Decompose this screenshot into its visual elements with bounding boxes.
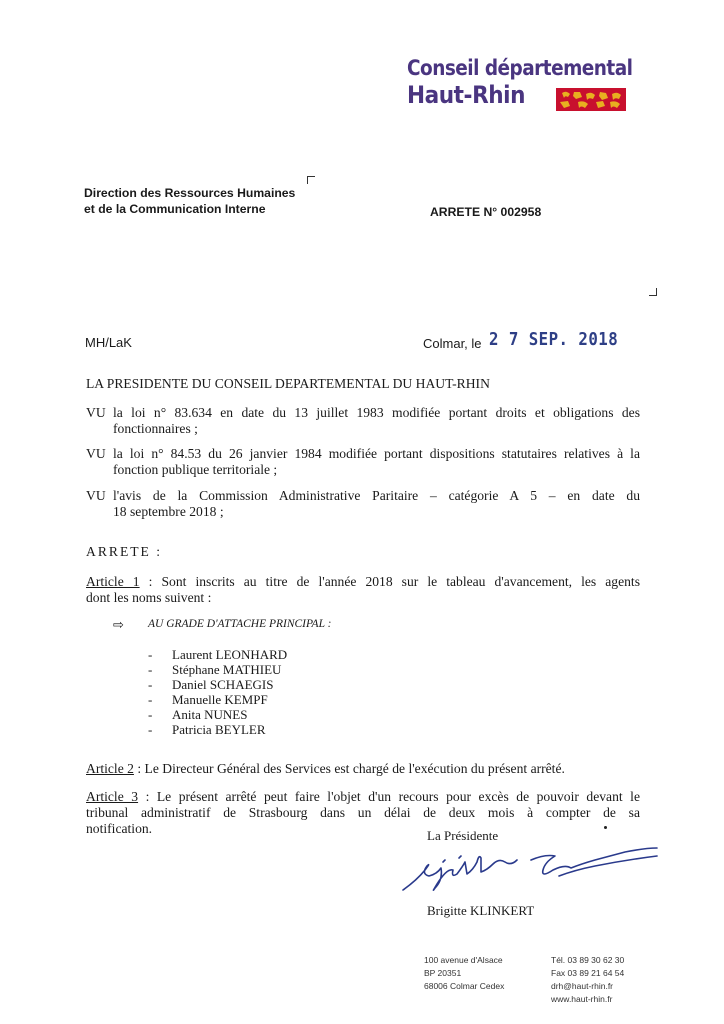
- arrete-number: ARRETE N° 002958: [430, 205, 542, 219]
- fax: Fax 03 89 21 64 54: [551, 968, 625, 978]
- article-1: [86, 574, 640, 606]
- address-line-3: 68006 Colmar Cedex: [424, 981, 505, 991]
- vu-3-line-2: 18 septembre 2018 ;: [113, 504, 224, 519]
- logo-subtitle: Haut-Rhin: [407, 81, 526, 109]
- signatory-name: Brigitte KLINKERT: [427, 903, 535, 918]
- bullet: -: [148, 692, 153, 707]
- article-1-line-2: dont les noms suivent :: [86, 590, 212, 605]
- article-3-line-1: : Le présent arrêté peut faire l'objet d'un recours pour excès de pouvoir devant le: [138, 789, 640, 804]
- preamble-heading: LA PRESIDENTE DU CONSEIL DEPARTEMENTAL DU HAUT-RHIN: [86, 376, 490, 391]
- reference: MH/LaK: [85, 335, 132, 350]
- email-link[interactable]: drh@haut-rhin.fr: [551, 981, 614, 991]
- vu-item-1: [113, 405, 640, 437]
- names-list: [148, 647, 287, 737]
- bullet: -: [148, 722, 153, 737]
- vu-2-line-1: la loi n° 84.53 du 26 janvier 1984 modifiée portant dispositions statutaires relatives à la: [113, 446, 640, 461]
- article-1-line-1: : Sont inscrits au titre de l'année 2018 sur le tableau d'avancement, les agents: [139, 574, 640, 589]
- date-stamp: 2 7 SEP. 2018: [489, 330, 619, 350]
- bullet: -: [148, 647, 153, 662]
- article-3-label: Article 3: [86, 789, 139, 804]
- bullet: -: [148, 707, 153, 722]
- article-2-label: Article 2: [86, 761, 134, 776]
- list-item: [148, 677, 287, 692]
- telephone: Tél. 03 89 30 62 30: [551, 955, 625, 965]
- vu-2-line-2: fonction publique territoriale ;: [113, 462, 278, 477]
- list-item: [148, 707, 287, 722]
- agent-name: Manuelle KEMPF: [172, 692, 268, 707]
- list-item: [148, 647, 287, 662]
- arrow-right-icon: ⇨: [113, 617, 124, 632]
- ink-dot: [604, 826, 607, 829]
- footer-contact: [551, 954, 624, 1006]
- signature-title: La Présidente: [427, 828, 499, 843]
- vu-label: VU: [86, 405, 106, 420]
- vu-item-2: [113, 446, 640, 478]
- agent-name: Patricia BEYLER: [172, 722, 266, 737]
- address-line-2: BP 20351: [424, 968, 462, 978]
- list-item: [148, 692, 287, 707]
- article-2: [86, 761, 565, 777]
- vu-1-line-2: fonctionnaires ;: [113, 421, 198, 436]
- article-2-text: : Le Directeur Général des Services est chargé de l'exécution du présent arrêté.: [133, 761, 565, 776]
- arrete-label: ARRETE :: [86, 544, 163, 559]
- agent-name: Anita NUNES: [172, 707, 248, 722]
- place-label: Colmar, le: [423, 336, 482, 351]
- department-line-1: Direction des Ressources Humaines: [84, 186, 296, 200]
- article-3-line-2: tribunal administratif de Strasbourg dans un délai de deux mois à compter de sa: [86, 805, 640, 820]
- agent-name: Laurent LEONHARD: [172, 647, 288, 662]
- vu-label: VU: [86, 446, 106, 461]
- article-3: [86, 789, 640, 837]
- vu-label: VU: [86, 488, 106, 503]
- footer-address: [424, 954, 504, 993]
- coat-of-arms-icon: [556, 88, 626, 111]
- list-item: [148, 662, 287, 677]
- address-line-1: 100 avenue d'Alsace: [424, 955, 503, 965]
- agent-name: Daniel SCHAEGIS: [172, 677, 274, 692]
- vu-3-line-1: l'avis de la Commission Administrative Paritaire – catégorie A 5 – en date du: [113, 488, 640, 503]
- fold-mark-icon: [649, 288, 657, 296]
- department-name: [84, 185, 295, 217]
- article-1-label: Article 1: [86, 574, 140, 589]
- website-link[interactable]: www.haut-rhin.fr: [551, 994, 613, 1004]
- handwritten-signature: [395, 840, 667, 898]
- logo-title: Conseil départemental: [407, 56, 633, 80]
- bullet: -: [148, 677, 153, 692]
- department-line-2: et de la Communication Interne: [84, 202, 266, 216]
- agent-name: Stéphane MATHIEU: [172, 662, 282, 677]
- bullet: -: [148, 662, 153, 677]
- grade-heading: AU GRADE D'ATTACHE PRINCIPAL :: [148, 618, 332, 630]
- list-item: [148, 722, 287, 737]
- article-3-line-3: notification.: [86, 821, 153, 836]
- fold-mark-icon: [307, 176, 315, 184]
- vu-1-line-1: la loi n° 83.634 en date du 13 juillet 1983 modifiée portant droits et obligations des: [113, 405, 640, 420]
- vu-item-3: [113, 488, 640, 520]
